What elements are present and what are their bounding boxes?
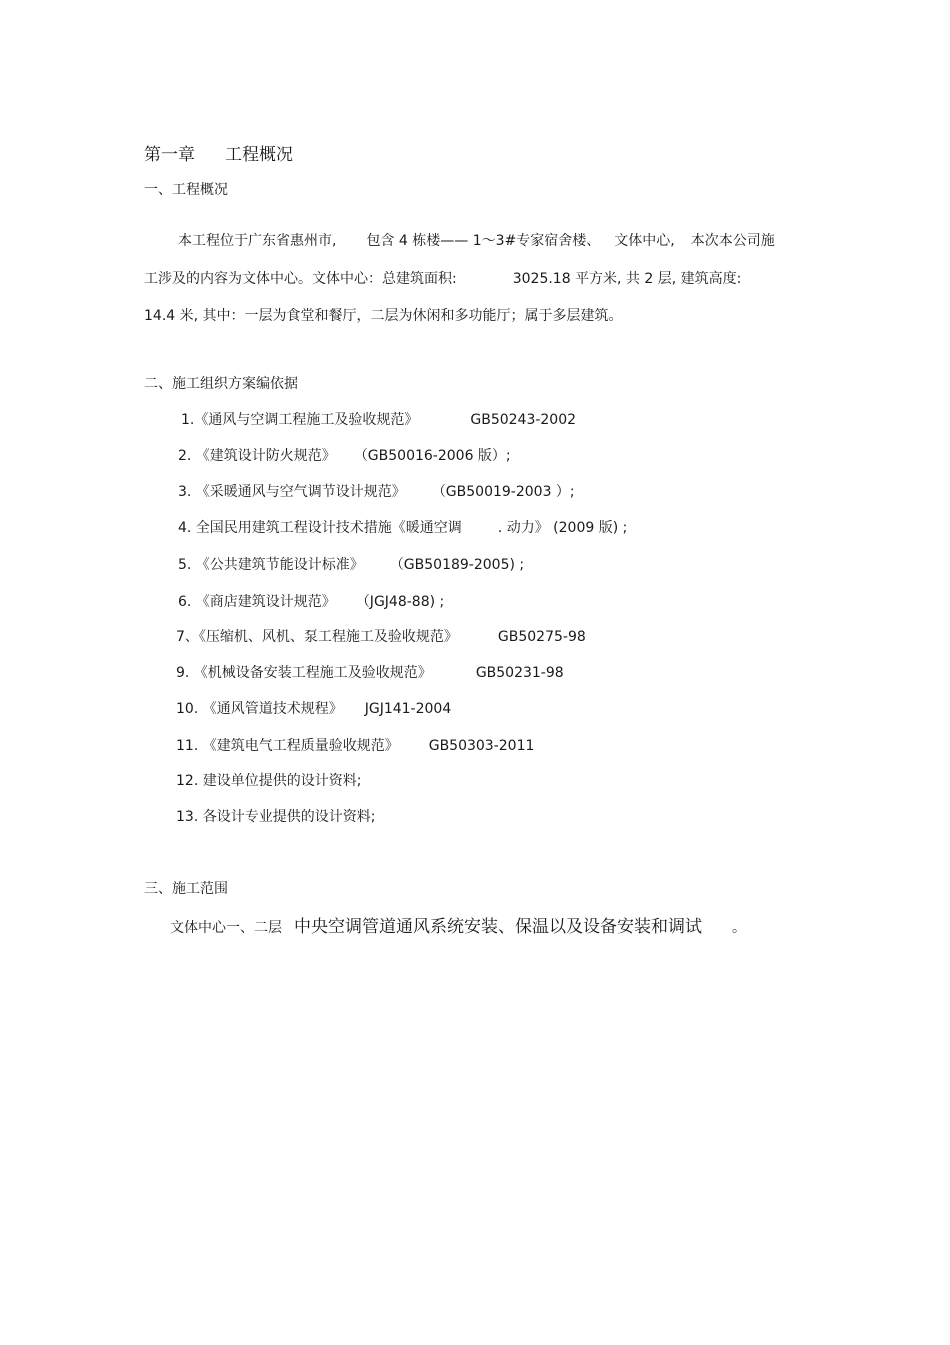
basis-item-title: 3. 《采暖通风与空气调节设计规范》: [178, 484, 406, 500]
basis-item-9: [176, 662, 564, 682]
overview-line-1-part-b: 包含 4 栋楼—— 1～3#专家宿舍楼、: [366, 233, 601, 249]
basis-item-code: GB50243-2002: [470, 412, 577, 428]
scope-text-end: 。: [732, 920, 746, 936]
basis-item-code: . 动力》 (2009 版) ;: [497, 520, 628, 536]
basis-item-title: 9. 《机械设备安装工程施工及验收规范》: [176, 665, 432, 681]
scope-text-location: 文体中心一、二层: [170, 920, 282, 936]
basis-item-title: 10. 《通风管道技术规程》: [176, 701, 343, 717]
scope-text: [170, 912, 746, 937]
basis-item-code: （GB50019-2003 ）;: [431, 484, 575, 500]
basis-item-5: [178, 554, 524, 574]
basis-item-title: 13. 各设计专业提供的设计资料;: [176, 809, 376, 825]
basis-item-title: 12. 建设单位提供的设计资料;: [176, 773, 362, 789]
chapter-number: 第一章: [144, 145, 195, 165]
basis-item-10: [176, 698, 451, 718]
basis-item-7: [176, 626, 586, 646]
basis-item-6: [178, 591, 444, 611]
basis-item-4: [178, 517, 627, 537]
overview-line-1: [178, 230, 775, 250]
basis-item-code: GB50275-98: [497, 629, 586, 645]
basis-item-2: [178, 445, 511, 465]
basis-item-title: 4. 全国民用建筑工程设计技术措施《暖通空调: [178, 520, 462, 536]
basis-item-code: （JGJ48-88) ;: [355, 594, 445, 610]
chapter-name: 工程概况: [225, 145, 293, 165]
basis-item-title: 6. 《商店建筑设计规范》: [178, 594, 336, 610]
overview-line-1-part-a: 本工程位于广东省惠州市,: [178, 233, 337, 249]
section-heading-scope: 三、施工范围: [144, 881, 228, 897]
basis-item-12: [176, 770, 361, 790]
basis-item-title: 11. 《建筑电气工程质量验收规范》: [176, 738, 399, 754]
overview-line-1-part-c: 文体中心,: [614, 233, 675, 249]
basis-item-11: [176, 735, 534, 755]
basis-item-13: [176, 806, 375, 826]
basis-item-title: 7、《压缩机、风机、泵工程施工及验收规范》: [176, 629, 458, 645]
overview-line-2-part-b: 3025.18 平方米, 共 2 层, 建筑高度:: [512, 271, 742, 287]
basis-item-code: GB50231-98: [475, 665, 564, 681]
scope-text-work: 中央空调管道通风系统安装、保温以及设备安装和调试: [294, 917, 702, 937]
basis-item-code: GB50303-2011: [428, 738, 535, 754]
chapter-title: [144, 140, 293, 165]
basis-item-code: JGJ141-2004: [364, 701, 452, 717]
basis-item-code: （GB50189-2005) ;: [389, 557, 525, 573]
basis-item-3: [178, 481, 575, 501]
basis-item-code: （GB50016-2006 版）;: [353, 448, 511, 464]
overview-line-1-part-d: 本次本公司施: [690, 233, 775, 249]
overview-line-2-part-a: 工涉及的内容为文体中心。文体中心：总建筑面积:: [144, 271, 457, 287]
overview-line-2: [144, 268, 741, 288]
basis-item-title: 5. 《公共建筑节能设计标准》: [178, 557, 364, 573]
section-heading-basis: 二、施工组织方案编依据: [144, 376, 298, 392]
basis-item-1: [181, 409, 576, 429]
section-heading-overview: 一、工程概况: [144, 182, 228, 198]
overview-line-3: 14.4 米, 其中：一层为食堂和餐厅，二层为休闲和多功能厅；属于多层建筑。: [144, 308, 623, 324]
basis-item-title: 2. 《建筑设计防火规范》: [178, 448, 336, 464]
basis-item-title: 1.《通风与空调工程施工及验收规范》: [181, 412, 419, 428]
